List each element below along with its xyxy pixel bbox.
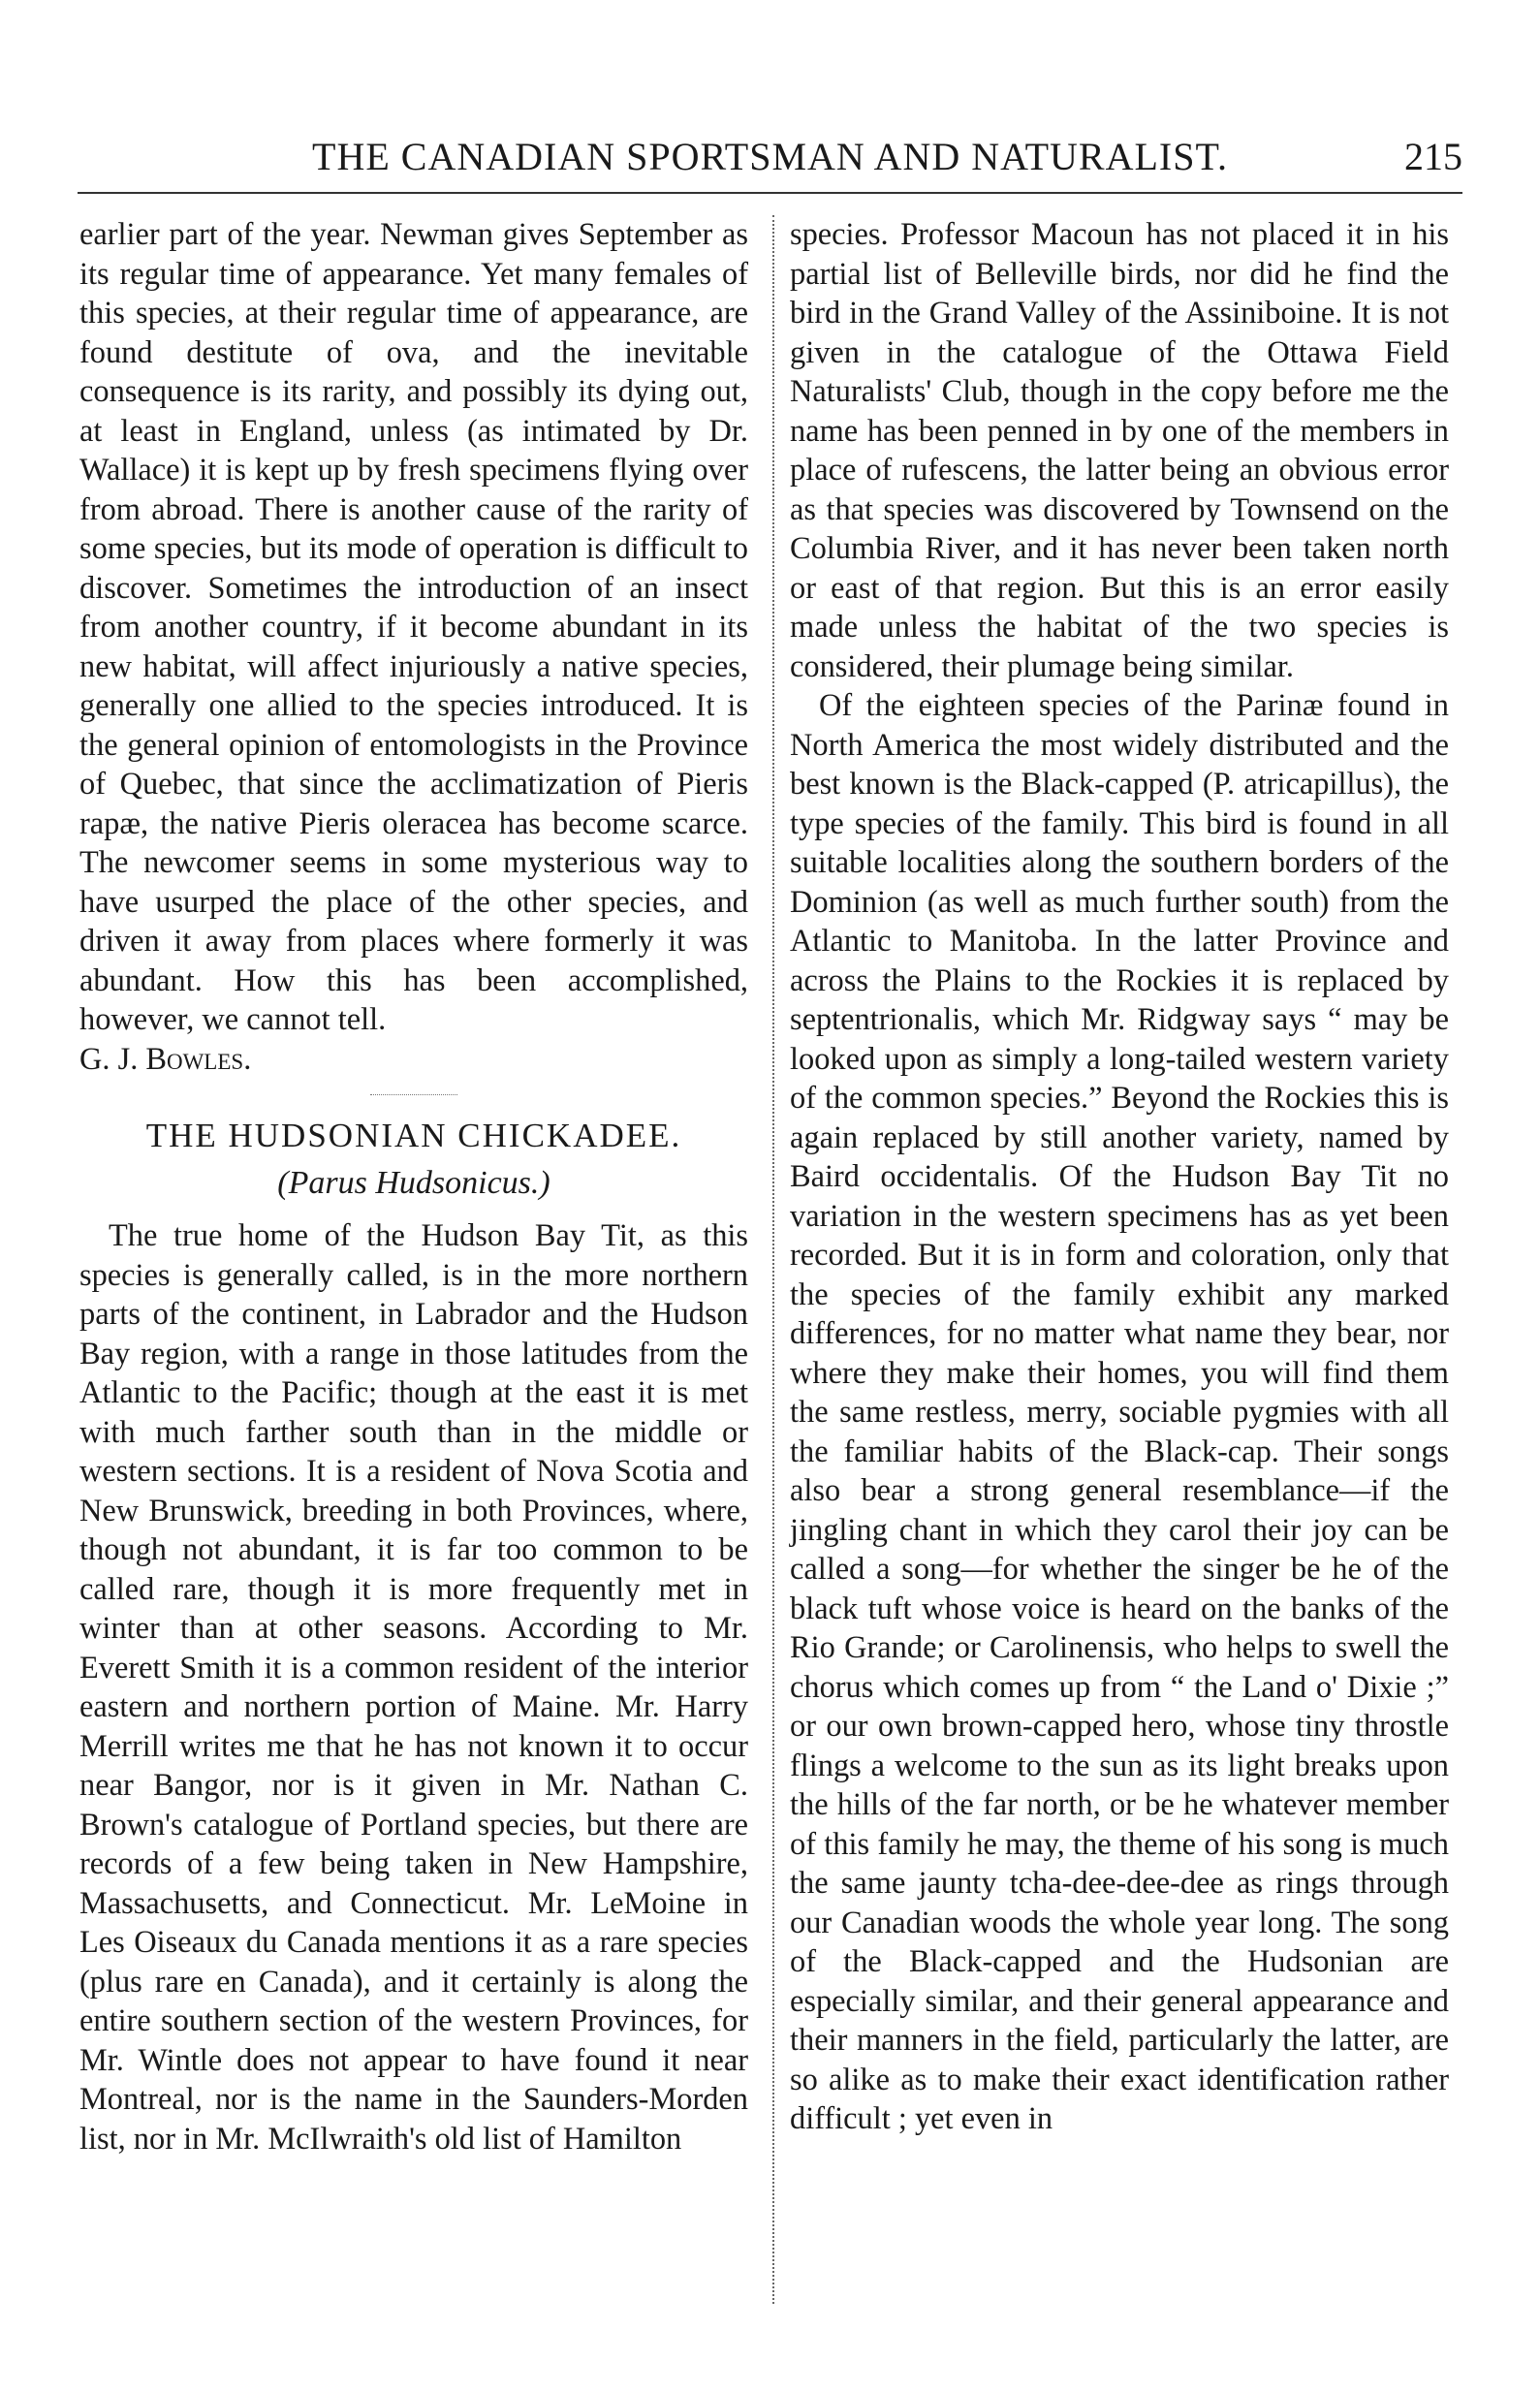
article-title: THE HUDSONIAN CHICKADEE. [145,1117,682,1154]
article-paragraph: The true home of the Hudson Bay Tit, as this species is generally called, is in the more northern parts of the continent, in Labrador and the Hudson Bay region, with a range in those latitudes from the Atlantic to the Pacific; though at the east it is met with much farther south than in the middle or western sections. It is a resident of Nova Scotia and New Brunswick, breeding in both Provinces, where, though not abundant, it is far too common to be called rare, though it is more frequently met in winter than at other seasons. According to Mr. Everett Smith it is a common resident of the interior eastern and northern portion of Maine. Mr. Harry Merrill writes me that he has not known it to occur near Bangor, nor is it given in Mr. Nathan C. Brown's catalogue of Portland species, but there are records of a few being taken in New Hampshire, Massachusetts, and Connecticut. Mr. LeMoine in Les Oiseaux du Canada mentions it as a rare species (plus rare en Canada), and it certainly is along the entire southern section of the western Provinces, for Mr. Wintle does not appear to have found it near Montreal, nor is the name in the Saunders-Morden list, nor in Mr. McIlwraith's old list of Hamilton [79,1218,748,2157]
page-number: 215 [1404,135,1462,178]
header-rule [78,192,1462,194]
right-paragraph-2: Of the eighteen species of the Parinæ found in North America the most widely distributed and the best known is the Black-capped (P. atricapillus), the type species of the family. This bird is found in all suitable localities along the southern borders of the Dominion (as well as much further south) from the Atlantic to Manitoba. In the latter Province and across the Plains to the Rockies it is replaced by septentrionalis, which Mr. Ridgway says “ may be looked upon as simply a long-tailed western variety of the common species.” Beyond the Rockies this is again replaced by still another variety, named by Baird occidentalis. Of the Hudson Bay Tit no variation in the western specimens has as yet been recorded. But it is in form and coloration, only that the species of the family exhibit any marked differences, for no matter what name they bear, nor where they make their homes, you will find them the same restless, merry, sociable pygmies with all the familiar habits of the Black-cap. Their songs also bear a strong general resemblance—if the jingling chant in which they carol their joy can be called a song—for whether the singer be he of the black tuft whose voice is heard on the banks of the Rio Grande; or Carolinensis, who helps to swell the chorus which comes up from “ the Land o' Dixie ;” or our own brown-capped hero, whose tiny throstle flings a welcome to the sun as its light breaks upon the hills of the far north, or be he whatever member of this family he may, the theme of his song is much the same jaunty tcha-dee-dee-dee as rings through our Canadian woods the whole year long. The song of the Black-capped and the Hudsonian are especially similar, and their general appearance and their manners in the field, particularly the latter, are so alike as to make their exact identification rather difficult ; yet even in [790,688,1449,2136]
right-paragraph-1: species. Professor Macoun has not placed it in his partial list of Belleville birds, nor did he find the bird in the Grand Valley of the Assiniboine. It is not given in the catalogue of the Ottawa Field Naturalists' Club, though in the copy before me the name has been penned in by one of the members in place of rufescens, the latter being an obvious error as that species was discovered by Townsend on the Columbia River, and it has never been taken north or east of that region. But this is an error easily made unless the habitat of the two species is considered, their plumage being similar. [790,217,1449,684]
author-signature: G. J. Bowles. [79,1041,252,1077]
left-column [79,215,748,2158]
column-divider [772,215,774,2304]
running-title: THE CANADIAN SPORTSMAN AND NATURALIST. [312,135,1228,178]
page-header [78,134,1462,192]
continued-paragraph: earlier part of the year. Newman gives September as its regular time of appearance. Yet many females of this species, at their regular time of appearance, are found destitute of ova, and the inevitable consequence is its rarity, and possibly its dying out, at least in England, unless (as intimated by Dr. Wallace) it is kept up by fresh specimens flying over from abroad. There is another cause of the rarity of some species, but its mode of operation is difficult to discover. Sometimes the introduction of an insect from another country, if it become abundant in its new habitat, will affect injuriously a native species, generally one allied to the species introduced. It is the general opinion of entomologists in the Province of Quebec, that since the acclimatization of Pieris rapæ, the native Pieris oleracea has become scarce. The newcomer seems in some mysterious way to have usurped the place of the other species, and driven it away from places where formerly it was abundant. How this has been accomplished, however, we cannot tell. [79,217,748,1037]
article-subtitle: (Parus Hudsonicus.) [277,1164,550,1201]
right-column [790,215,1449,2139]
section-separator [370,1094,457,1095]
